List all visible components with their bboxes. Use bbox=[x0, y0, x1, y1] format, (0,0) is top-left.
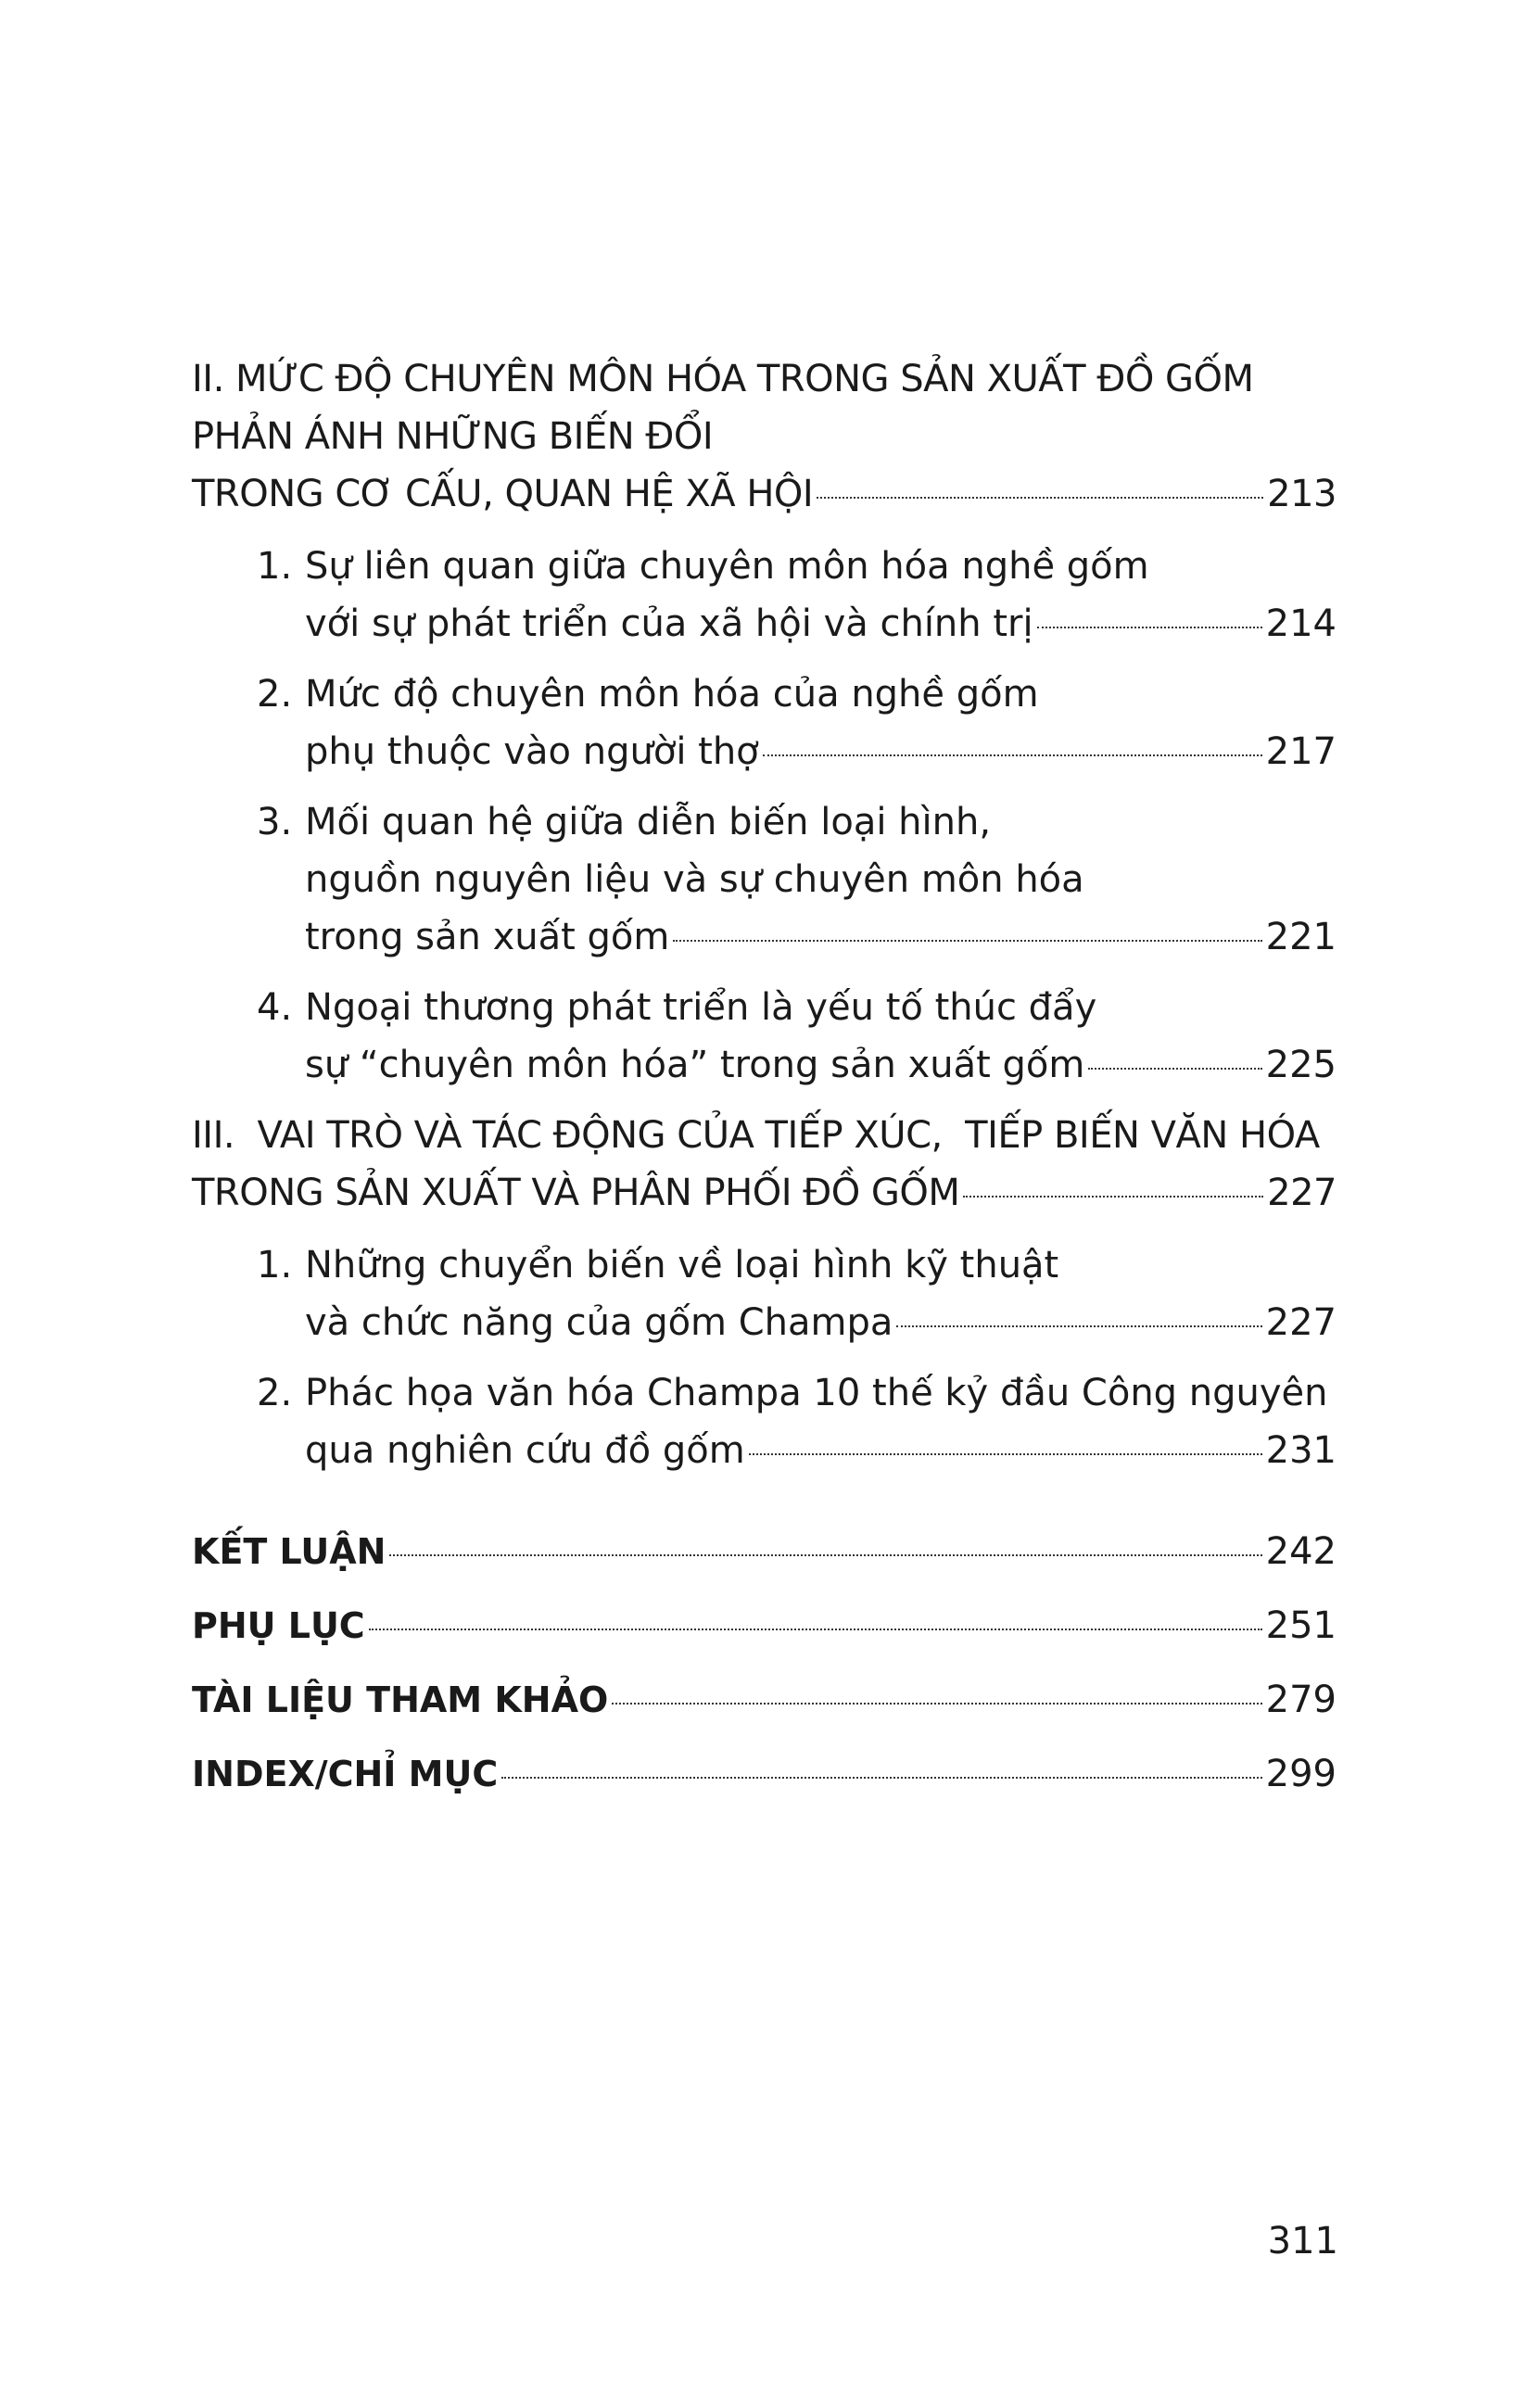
toc-entry-index bbox=[192, 1737, 1337, 1811]
toc-item-line bbox=[192, 595, 1337, 653]
toc-text: Phác họa văn hóa Champa 10 thế kỷ đầu Công nguyên bbox=[305, 1372, 1328, 1414]
toc-item-2-4 bbox=[192, 979, 1337, 1094]
toc-item-2-2 bbox=[192, 665, 1337, 780]
page-number: 227 bbox=[1267, 1172, 1337, 1214]
dot-leader bbox=[389, 1554, 1261, 1556]
toc-section-3-title-line-2 bbox=[192, 1164, 1337, 1222]
item-number: 4. bbox=[257, 986, 293, 1029]
toc-text: INDEX/CHỈ MỤC bbox=[192, 1754, 499, 1794]
dot-leader bbox=[817, 497, 1263, 499]
toc-section-2-title-line-2 bbox=[192, 408, 1337, 465]
item-number: 3. bbox=[257, 801, 293, 843]
dot-leader bbox=[749, 1453, 1262, 1455]
toc-text: Sự liên quan giữa chuyên môn hóa nghề gốm bbox=[305, 545, 1149, 588]
toc-text: TRONG SẢN XUẤT VÀ PHÂN PHỐI ĐỒ GỐM bbox=[192, 1172, 960, 1214]
toc-entry-tai-lieu bbox=[192, 1663, 1337, 1737]
toc-text: TÀI LIỆU THAM KHẢO bbox=[192, 1679, 609, 1720]
toc-item-3-1 bbox=[192, 1236, 1337, 1351]
folio-page-number: 311 bbox=[1267, 2220, 1338, 2262]
toc-entry-ket-luan bbox=[192, 1515, 1337, 1589]
dot-leader bbox=[896, 1325, 1261, 1327]
table-of-contents bbox=[192, 350, 1337, 1811]
dot-leader bbox=[369, 1629, 1262, 1630]
toc-text: Những chuyển biến về loại hình kỹ thuật bbox=[305, 1244, 1059, 1286]
toc-entry-phu-luc bbox=[192, 1589, 1337, 1663]
toc-item-line bbox=[192, 1236, 1337, 1294]
toc-section-3-title-line-1 bbox=[192, 1107, 1337, 1164]
spacer bbox=[192, 1492, 1337, 1515]
page-number: 231 bbox=[1265, 1429, 1337, 1472]
toc-text: và chức năng của gốm Champa bbox=[305, 1301, 893, 1344]
toc-item-line bbox=[192, 908, 1337, 966]
toc-item-line bbox=[192, 851, 1337, 908]
toc-item-line bbox=[192, 538, 1337, 595]
toc-text: Mức độ chuyên môn hóa của nghề gốm bbox=[305, 673, 1039, 716]
toc-text: TRONG CƠ CẤU, QUAN HỆ XÃ HỘI bbox=[192, 473, 814, 515]
toc-text: II. MỨC ĐỘ CHUYÊN MÔN HÓA TRONG SẢN XUẤT ĐỒ GỐM bbox=[192, 358, 1254, 400]
toc-item-2-1 bbox=[192, 538, 1337, 653]
dot-leader bbox=[1037, 627, 1262, 628]
toc-item-line bbox=[192, 1364, 1337, 1422]
page-number: 214 bbox=[1265, 602, 1337, 645]
page-number: 221 bbox=[1265, 916, 1337, 958]
page-number: 217 bbox=[1265, 730, 1337, 773]
toc-text: Ngoại thương phát triển là yếu tố thúc đẩy bbox=[305, 986, 1097, 1029]
dot-leader bbox=[501, 1777, 1261, 1779]
item-number: 1. bbox=[257, 1244, 293, 1286]
toc-text: III. VAI TRÒ VÀ TÁC ĐỘNG CỦA TIẾP XÚC, TIẾP BIẾN VĂN HÓA bbox=[192, 1114, 1320, 1157]
page-number: 227 bbox=[1265, 1301, 1337, 1344]
page-number: 251 bbox=[1265, 1604, 1337, 1647]
dot-leader bbox=[763, 754, 1262, 756]
toc-text: qua nghiên cứu đồ gốm bbox=[305, 1429, 745, 1472]
toc-text: nguồn nguyên liệu và sự chuyên môn hóa bbox=[305, 858, 1084, 901]
page-number: 213 bbox=[1267, 473, 1337, 515]
dot-leader bbox=[1088, 1068, 1261, 1070]
page-number: 242 bbox=[1265, 1530, 1337, 1573]
toc-item-line bbox=[192, 1036, 1337, 1094]
toc-section-2-title-line-1 bbox=[192, 350, 1337, 408]
dot-leader bbox=[963, 1196, 1263, 1198]
page-number: 299 bbox=[1265, 1753, 1337, 1795]
toc-text: PHẢN ÁNH NHỮNG BIẾN ĐỔI bbox=[192, 415, 714, 458]
toc-text: trong sản xuất gốm bbox=[305, 916, 670, 958]
item-number: 1. bbox=[257, 545, 293, 588]
toc-text: sự “chuyên môn hóa” trong sản xuất gốm bbox=[305, 1044, 1085, 1086]
toc-text: KẾT LUẬN bbox=[192, 1531, 386, 1572]
toc-item-line bbox=[192, 1422, 1337, 1479]
toc-section-2 bbox=[192, 350, 1337, 523]
toc-text: PHỤ LỤC bbox=[192, 1605, 365, 1646]
toc-main-entries bbox=[192, 1515, 1337, 1811]
item-number: 2. bbox=[257, 1372, 293, 1414]
toc-item-line bbox=[192, 793, 1337, 851]
page-number: 225 bbox=[1265, 1044, 1337, 1086]
toc-text: phụ thuộc vào người thợ bbox=[305, 730, 759, 773]
toc-item-2-3 bbox=[192, 793, 1337, 966]
toc-item-line bbox=[192, 1294, 1337, 1351]
dot-leader bbox=[673, 940, 1261, 942]
page-number: 279 bbox=[1265, 1679, 1337, 1721]
dot-leader bbox=[612, 1703, 1261, 1705]
toc-item-line bbox=[192, 723, 1337, 780]
toc-item-line bbox=[192, 979, 1337, 1036]
toc-text: Mối quan hệ giữa diễn biến loại hình, bbox=[305, 801, 992, 843]
item-number: 2. bbox=[257, 673, 293, 716]
toc-text: với sự phát triển của xã hội và chính trị bbox=[305, 602, 1033, 645]
toc-item-line bbox=[192, 665, 1337, 723]
toc-section-2-title-line-3 bbox=[192, 465, 1337, 523]
toc-item-3-2 bbox=[192, 1364, 1337, 1479]
toc-section-3 bbox=[192, 1107, 1337, 1222]
